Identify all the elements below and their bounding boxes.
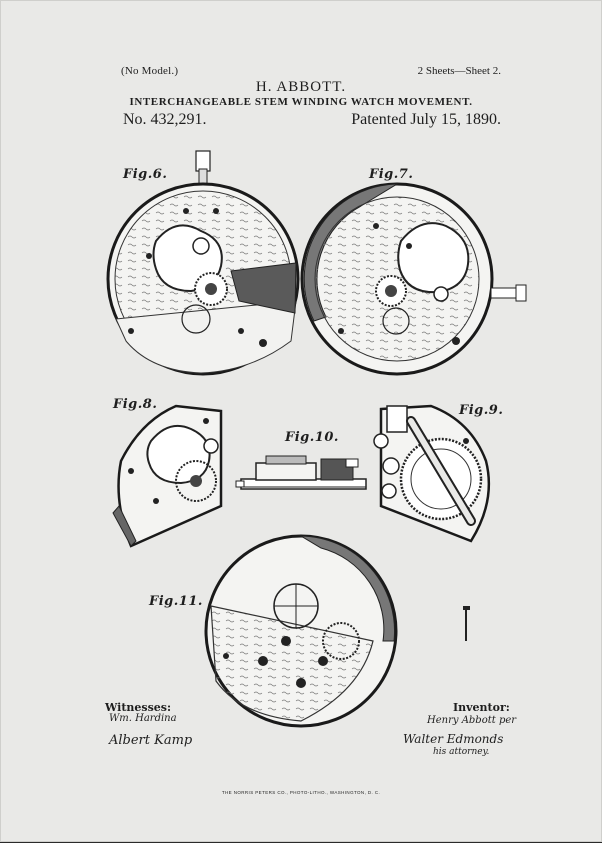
model-note: (No Model.) (121, 65, 179, 77)
attorney-note: his attorney. (433, 747, 490, 757)
patent-title: INTERCHANGEABLE STEM WINDING WATCH MOVEMENT. (129, 96, 473, 108)
fig7-drawing (302, 184, 526, 374)
fig9-label: Fig.9. (459, 403, 504, 418)
witnesses-heading: Witnesses: (105, 701, 172, 714)
inventor-name: H. ABBOTT. (255, 79, 347, 95)
fig10-label: Fig.10. (285, 430, 339, 445)
inventor-signature: Henry Abbott per (427, 715, 517, 726)
fig9-drawing (374, 406, 489, 541)
fig11-label: Fig.11. (149, 594, 203, 609)
fig8-drawing (113, 406, 221, 546)
fig10-drawing (236, 456, 366, 489)
attorney-signature: Walter Edmonds (403, 732, 504, 746)
fig11-drawing (206, 536, 470, 726)
patent-number: No. 432,291. (123, 111, 207, 128)
fig7-label: Fig.7. (369, 167, 414, 182)
fig8-label: Fig.8. (113, 397, 158, 412)
printer-imprint: THE NORRIS PETERS CO., PHOTO-LITHO., WASHINGTON, D. C. (221, 790, 381, 795)
patent-date: Patented July 15, 1890. (351, 111, 501, 128)
fig6-drawing (108, 151, 298, 374)
witness-signature-1: Wm. Hardina (109, 713, 177, 724)
sheet-count: 2 Sheets—Sheet 2. (417, 65, 501, 77)
witness-signature-2: Albert Kamp (109, 733, 193, 748)
fig6-label: Fig.6. (123, 167, 168, 182)
inventor-heading: Inventor: (453, 701, 510, 714)
